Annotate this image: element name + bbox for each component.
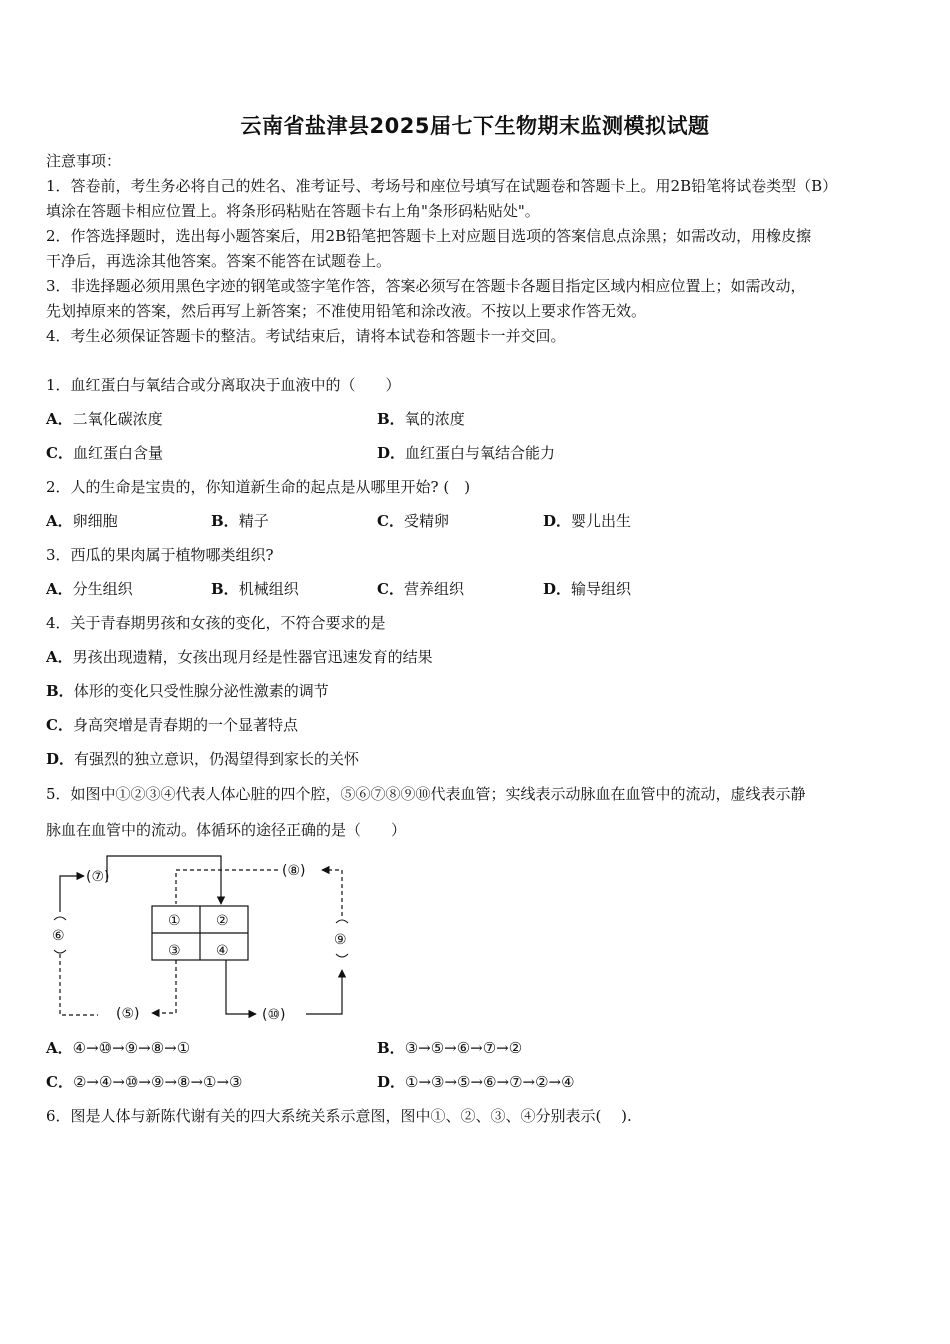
option-label: A． [46, 410, 73, 428]
option-text: 婴儿出生 [571, 512, 632, 530]
option-label: B． [46, 682, 74, 700]
option-text: ③→⑤→⑥→⑦→② [404, 1039, 523, 1057]
option-label: A． [46, 580, 73, 598]
option-label: B． [211, 512, 239, 530]
paren-9-bottom [336, 954, 348, 957]
option-label: C． [46, 716, 73, 734]
option-c [46, 1072, 243, 1092]
option-a [46, 511, 118, 531]
notice-line: 2．作答选择题时，选出每小题答案后，用2B铅笔把答题卡上对应题目选项的答案信息点涂黑；如需改动，用橡皮擦 [46, 227, 812, 245]
solid-vessel-left-top [60, 876, 84, 912]
option-label: D． [543, 512, 572, 530]
option-label: B． [377, 1039, 405, 1057]
option-text: 有强烈的独立意识，仍渴望得到家长的关怀 [74, 750, 360, 768]
option-c [46, 715, 298, 735]
chamber-1: ① [168, 913, 181, 929]
option-label: B． [377, 410, 405, 428]
option-d [377, 1072, 575, 1092]
option-text: 受精卵 [403, 512, 449, 530]
option-d [543, 579, 631, 599]
option-d [543, 511, 631, 531]
notice-line: 1．答卷前，考生务必将自己的姓名、准考证号、考场号和座位号填写在试题卷和答题卡上。用2B铅笔将试卷类型（B） [46, 177, 838, 195]
vessel-10-label: (⑩) [262, 1007, 286, 1023]
option-c [46, 443, 163, 463]
vessel-8-label: (⑧) [282, 863, 306, 879]
paren-6-bottom [54, 950, 66, 953]
option-c [377, 511, 449, 531]
option-label: A． [46, 648, 73, 666]
option-b [211, 511, 269, 531]
option-label: B． [211, 580, 239, 598]
option-label: D． [377, 1073, 406, 1091]
option-text: 血红蛋白含量 [72, 444, 163, 462]
chamber-4: ④ [216, 943, 229, 959]
option-label: C． [46, 444, 73, 462]
option-label: A． [46, 1039, 73, 1057]
question-stem: 2．人的生命是宝贵的，你知道新生命的起点是从哪里开始? ( ) [46, 478, 471, 496]
option-text: 体形的变化只受性腺分泌性激素的调节 [73, 682, 329, 700]
option-b [377, 1038, 522, 1058]
option-b [377, 409, 465, 429]
solid-vessel-bottom [226, 960, 256, 1014]
question-stem: 脉血在血管中的流动。体循环的途径正确的是（ ） [46, 821, 407, 839]
chamber-2: ② [216, 913, 229, 929]
notice-line: 先划掉原来的答案，然后再写上新答案；不准使用铅笔和涂改液。不按以上要求作答无效。 [46, 302, 647, 320]
option-b [46, 681, 329, 701]
dashed-vessel-top [176, 870, 278, 904]
option-text: 氧的浓度 [404, 410, 465, 428]
option-text: 男孩出现遗精，女孩出现月经是性器官迅速发育的结果 [72, 648, 433, 666]
heart-circulation-diagram [40, 850, 370, 1035]
solid-vessel-right [306, 970, 342, 1014]
option-label: C． [377, 580, 404, 598]
question-stem: 5．如图中①②③④代表人体心脏的四个腔，⑤⑥⑦⑧⑨⑩代表血管；实线表示动脉血在血管中的流动，虚线表示静 [46, 785, 806, 803]
option-a [46, 647, 433, 667]
option-text: 输导组织 [571, 580, 632, 598]
option-text: 分生组织 [72, 580, 133, 598]
paren-9-top [336, 920, 348, 923]
dashed-vessel-right [322, 870, 342, 916]
notice-line: 3．非选择题必须用黑色字迹的钢笔或签字笔作答，答案必须写在答题卡各题目指定区域内相应位置上；如需改动， [46, 277, 806, 295]
option-label: D． [46, 750, 75, 768]
notice-line: 4．考生必须保证答题卡的整洁。考试结束后，请将本试卷和答题卡一并交回。 [46, 327, 566, 345]
dashed-vessel-bottom [152, 960, 176, 1013]
question-stem: 1．血红蛋白与氧结合或分离取决于血液中的（ ） [46, 376, 401, 394]
option-label: C． [377, 512, 404, 530]
vessel-6-label: ⑥ [52, 928, 65, 944]
option-d [46, 749, 359, 769]
option-text: 精子 [238, 512, 269, 530]
option-a [46, 409, 163, 429]
option-text: ②→④→⑩→⑨→⑧→①→③ [72, 1073, 243, 1091]
page-title: 云南省盐津县2025届七下生物期末监测模拟试题 [240, 114, 710, 138]
notice-line: 干净后，再选涂其他答案。答案不能答在试题卷上。 [46, 252, 392, 270]
paren-6-top [54, 917, 66, 920]
option-text: 营养组织 [403, 580, 464, 598]
option-a [46, 579, 133, 599]
question-stem: 3．西瓜的果肉属于植物哪类组织? [46, 546, 274, 564]
chamber-3: ③ [168, 943, 181, 959]
dashed-vessel-left [60, 954, 98, 1015]
option-label: D． [543, 580, 572, 598]
option-c [377, 579, 464, 599]
option-b [211, 579, 299, 599]
option-label: C． [46, 1073, 73, 1091]
question-stem: 6．图是人体与新陈代谢有关的四大系统关系示意图，图中①、②、③、④分别表示( ). [46, 1107, 632, 1125]
solid-vessel-top [107, 856, 221, 904]
question-stem: 4．关于青春期男孩和女孩的变化，不符合要求的是 [46, 614, 386, 632]
option-text: 卵细胞 [72, 512, 118, 530]
option-text: 身高突增是青春期的一个显著特点 [72, 716, 298, 734]
vessel-7-label: (⑦) [86, 869, 110, 885]
option-label: A． [46, 512, 73, 530]
option-d [377, 443, 555, 463]
option-text: ①→③→⑤→⑥→⑦→②→④ [405, 1073, 575, 1091]
option-a [46, 1038, 190, 1058]
vessel-9-label: ⑨ [334, 932, 347, 948]
option-text: 血红蛋白与氧结合能力 [405, 444, 556, 462]
notice-line: 填涂在答题卡相应位置上。将条形码粘贴在答题卡右上角"条形码粘贴处"。 [46, 202, 540, 220]
option-text: 二氧化碳浓度 [72, 410, 163, 428]
notice-heading: 注意事项： [46, 152, 122, 170]
vessel-5-label: (⑤) [116, 1006, 140, 1022]
option-text: ④→⑩→⑨→⑧→① [72, 1039, 191, 1057]
option-text: 机械组织 [238, 580, 299, 598]
option-label: D． [377, 444, 406, 462]
